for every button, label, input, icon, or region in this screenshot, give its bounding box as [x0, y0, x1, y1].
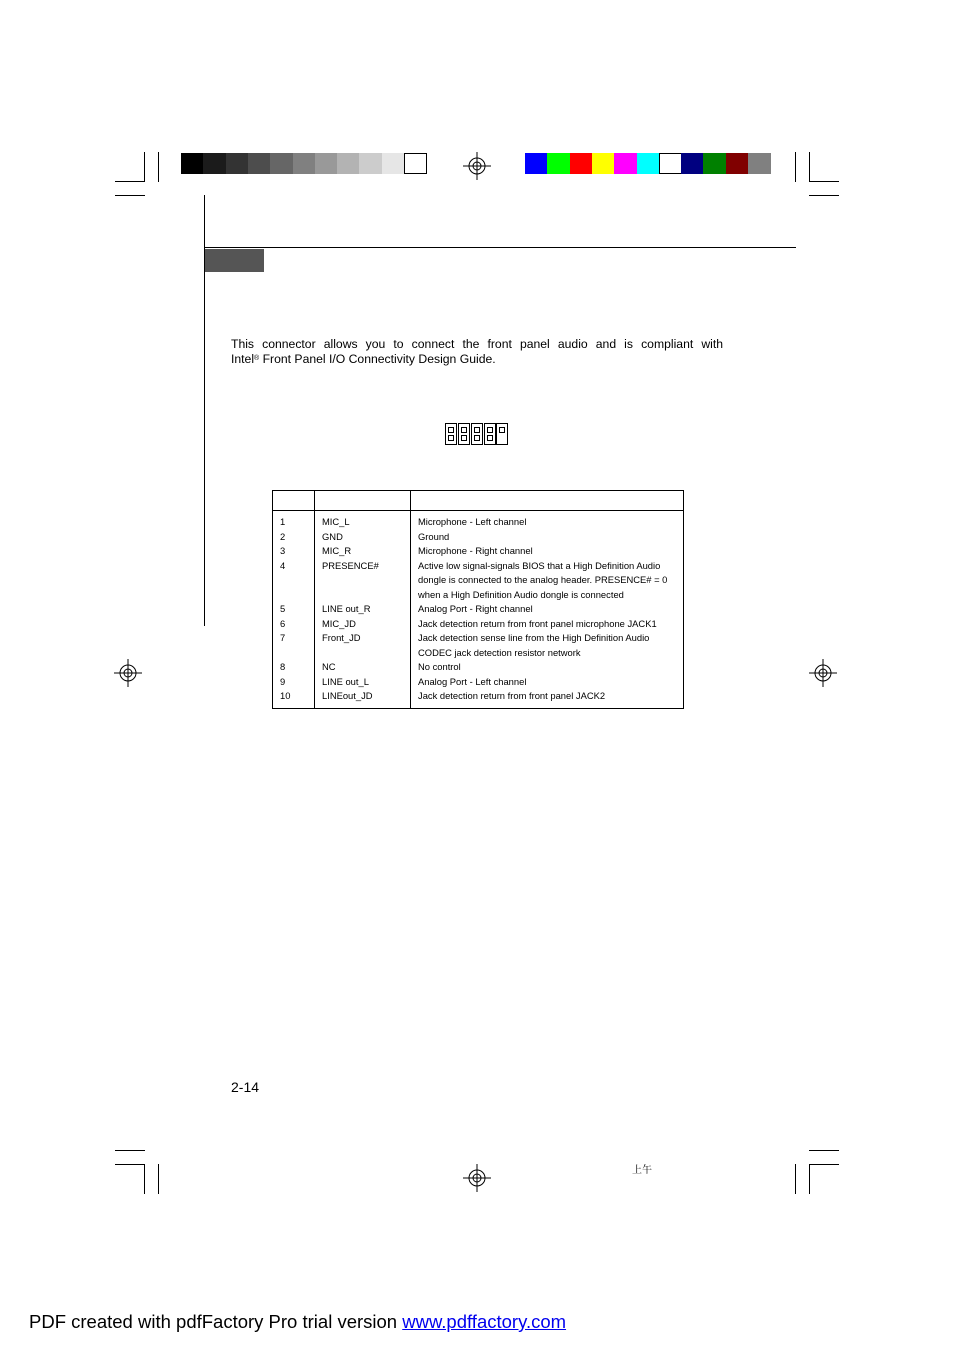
- table-row: [273, 602, 684, 617]
- connector-pin-header-icon: [445, 423, 508, 445]
- section-tab: [205, 249, 264, 272]
- pdf-footer: [29, 1311, 566, 1333]
- pin-cell: 1: [280, 516, 286, 527]
- table-row: [273, 511, 684, 530]
- color-swatch: [270, 153, 293, 174]
- description-cell: Ground: [411, 530, 684, 545]
- footer-text: PDF created with pdfFactory Pro trial version: [29, 1311, 403, 1332]
- color-swatch: [592, 153, 615, 174]
- signal-cell: GND: [315, 530, 411, 545]
- registration-mark-icon: [463, 152, 491, 180]
- color-swatch: [681, 153, 704, 174]
- intro-paragraph: [231, 337, 723, 367]
- color-swatch: [659, 153, 682, 174]
- description-cell: No control: [411, 660, 684, 675]
- signal-cell: MIC_R: [315, 544, 411, 559]
- table-row: [273, 675, 684, 690]
- color-swatch: [203, 153, 226, 174]
- signal-cell: MIC_JD: [315, 617, 411, 632]
- table-header-row: [273, 491, 684, 511]
- pin-cell: 5: [280, 603, 286, 614]
- signal-cell: NC: [315, 660, 411, 675]
- print-mark: 上午: [632, 1165, 652, 1176]
- header-pin: [273, 491, 315, 511]
- table-row: [273, 631, 684, 660]
- intro-line-2: Intel® Front Panel I/O Connectivity Design Guide.: [231, 352, 496, 366]
- color-swatch: [226, 153, 249, 174]
- pdffactory-link[interactable]: www.pdffactory.com: [402, 1311, 567, 1332]
- description-cell: Microphone - Right channel: [411, 544, 684, 559]
- table-row: [273, 617, 684, 632]
- color-swatch: [337, 153, 360, 174]
- description-cell: Jack detection return from front panel JACK2: [411, 689, 684, 708]
- table-row: [273, 660, 684, 675]
- pin-definition-table: [272, 490, 684, 709]
- description-cell: Jack detection return from front panel microphone JACK1: [411, 617, 684, 632]
- color-swatch: [547, 153, 570, 174]
- pin-cell: 4: [280, 559, 286, 571]
- color-swatch: [181, 153, 204, 174]
- page-number: 2-14: [231, 1079, 260, 1095]
- description-cell: Jack detection sense line from the High Definition Audio CODEC jack detection resistor network: [411, 631, 684, 660]
- color-swatch: [748, 153, 771, 174]
- table-row: [273, 544, 684, 559]
- color-swatch: [570, 153, 593, 174]
- intro-line-1: This connector allows you to connect the front panel audio and is compliant with: [231, 337, 723, 351]
- table-row: [273, 689, 684, 708]
- pin-cell: 6: [280, 617, 286, 629]
- color-swatch: [315, 153, 338, 174]
- color-swatch: [248, 153, 271, 174]
- color-swatch: [614, 153, 637, 174]
- color-swatch: [382, 153, 405, 174]
- color-swatch: [637, 153, 660, 174]
- color-swatch: [293, 153, 316, 174]
- pin-cell: 7: [280, 632, 286, 643]
- description-cell: Active low signal-signals BIOS that a High Definition Audio dongle is connected to the analog header. PRESENCE# = 0 when a High Definition Audio dongle is connected: [411, 559, 684, 603]
- table-row: [273, 530, 684, 545]
- registration-mark-icon: [809, 659, 837, 687]
- table-row: [273, 559, 684, 603]
- color-swatch: [726, 153, 749, 174]
- signal-cell: PRESENCE#: [315, 559, 411, 603]
- color-swatch: [359, 153, 382, 174]
- header-signal: [315, 491, 411, 511]
- signal-cell: MIC_L: [315, 511, 411, 530]
- pin-cell: 2: [280, 530, 286, 542]
- color-swatch: [703, 153, 726, 174]
- signal-cell: Front_JD: [315, 631, 411, 660]
- registration-mark-icon: [114, 659, 142, 687]
- pin-cell: 9: [280, 675, 286, 687]
- header-rule: [204, 247, 796, 248]
- signal-cell: LINE out_L: [315, 675, 411, 690]
- pin-cell: 3: [280, 545, 286, 556]
- description-cell: Microphone - Left channel: [411, 511, 684, 530]
- pin-cell: 8: [280, 661, 286, 672]
- header-description: [411, 491, 684, 511]
- signal-cell: LINEout_JD: [315, 689, 411, 708]
- pin-cell: 10: [280, 690, 291, 701]
- signal-cell: LINE out_R: [315, 602, 411, 617]
- color-swatch: [525, 153, 548, 174]
- description-cell: Analog Port - Left channel: [411, 675, 684, 690]
- description-cell: Analog Port - Right channel: [411, 602, 684, 617]
- registration-mark-icon: [463, 1164, 491, 1192]
- color-swatch: [404, 153, 427, 174]
